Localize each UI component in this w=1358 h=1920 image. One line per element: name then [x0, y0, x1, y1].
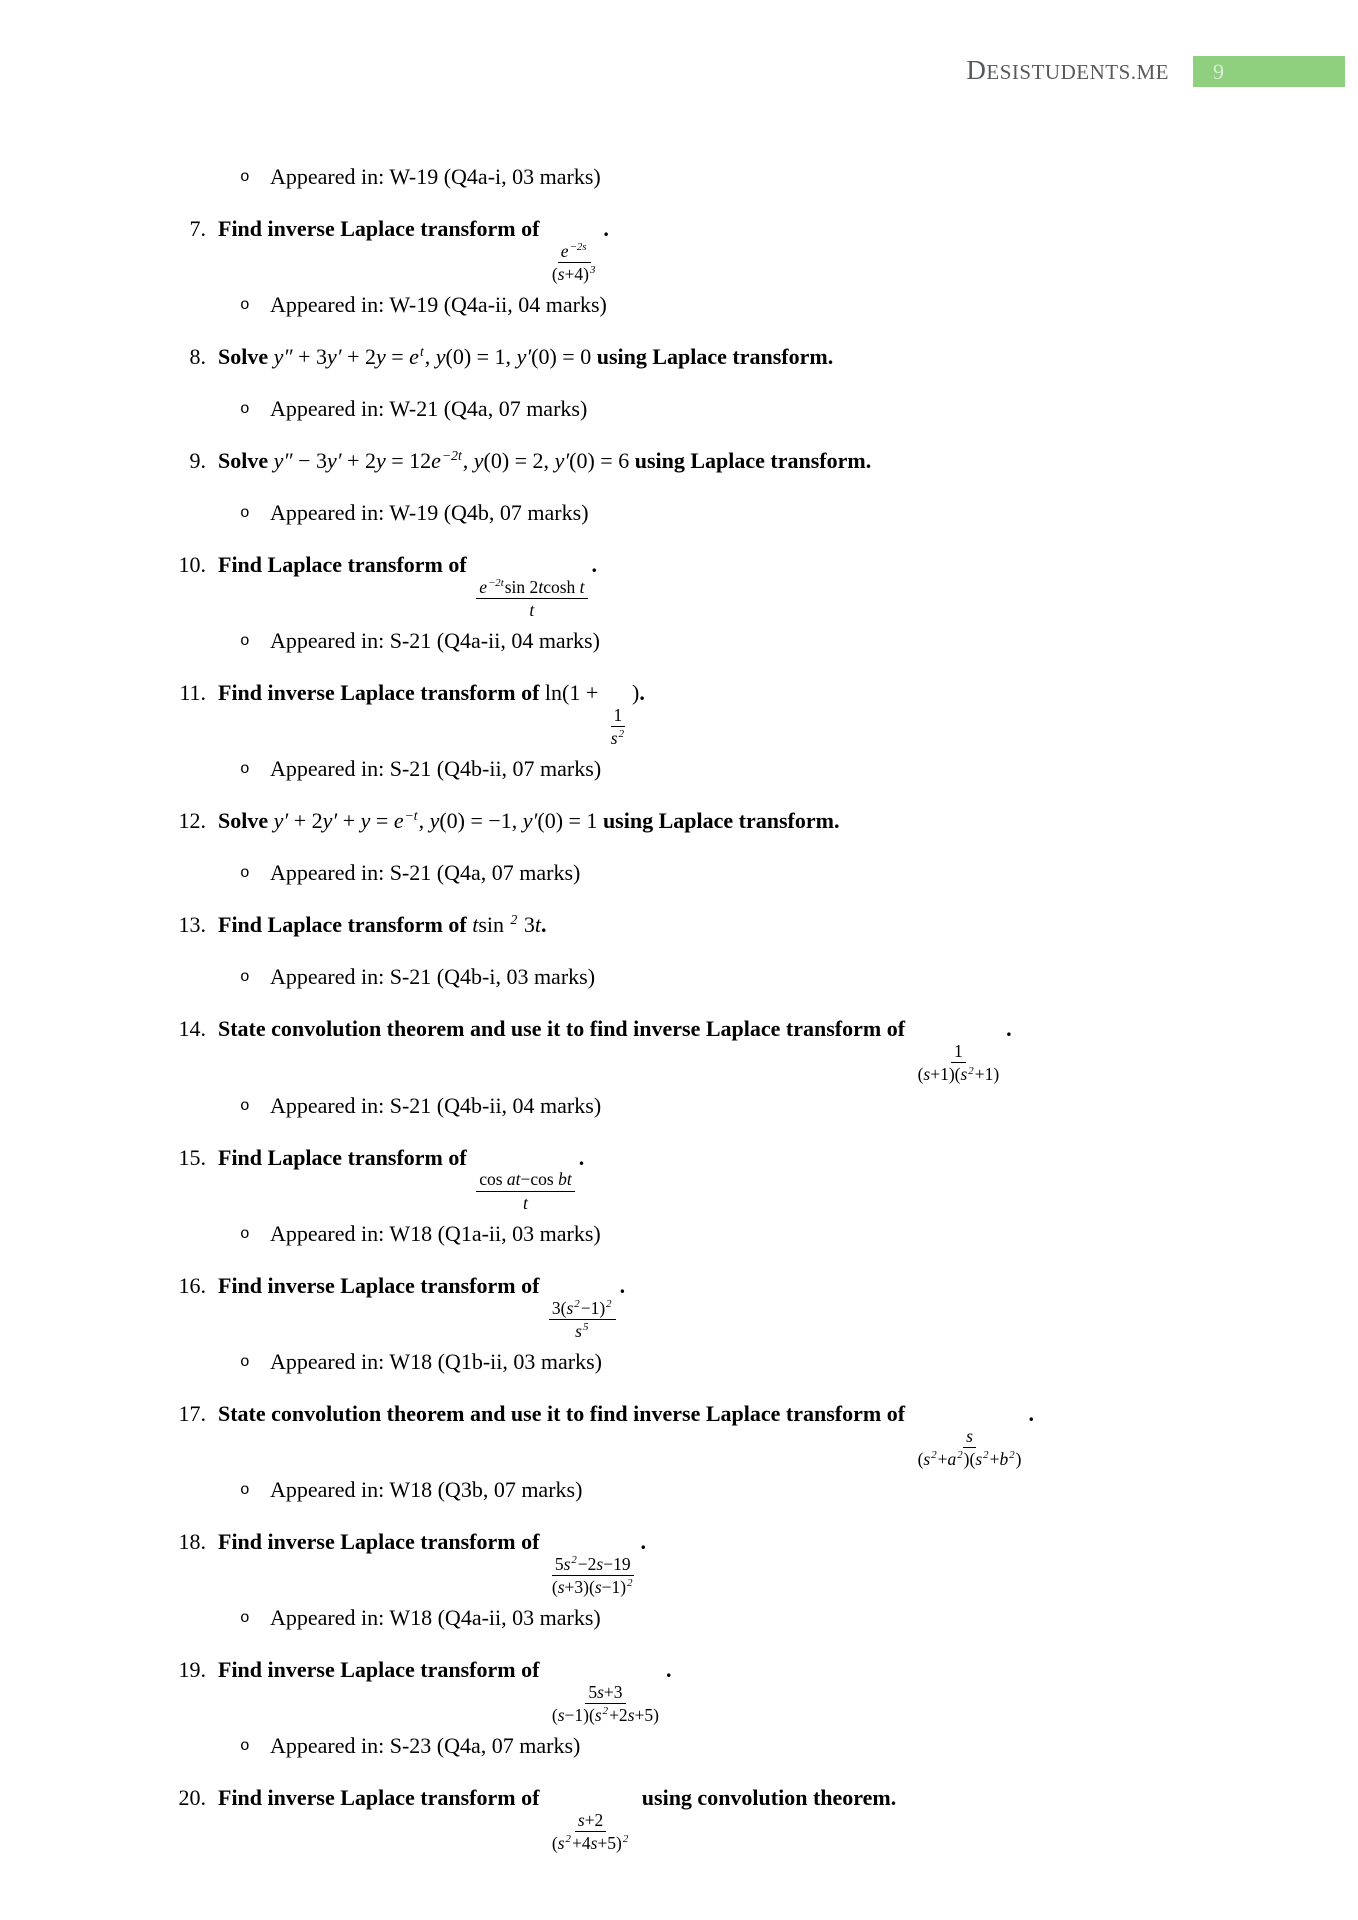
math-text: +5)	[634, 1705, 659, 1726]
superscript: 2	[602, 1705, 609, 1718]
fraction	[608, 705, 628, 748]
appeared-note	[160, 290, 1318, 320]
fraction	[549, 241, 600, 284]
math-text: )	[632, 680, 640, 706]
math-text: 5	[588, 1682, 598, 1703]
math-text: (	[551, 1833, 558, 1854]
math-text: y′	[326, 448, 342, 474]
question-text: .	[640, 1528, 647, 1554]
math-text: at	[506, 1169, 521, 1190]
math-text: y	[429, 808, 440, 834]
math-text: y′	[516, 344, 532, 370]
question-body	[218, 1783, 896, 1853]
question-text: State convolution theorem and use it to find inverse Laplace transform of	[218, 1016, 911, 1042]
appeared-text: Appeared in: W18 (Q1b-ii, 03 marks)	[270, 1348, 602, 1374]
question-text: .	[619, 1272, 626, 1298]
question-item	[160, 1014, 1318, 1084]
question-number: 12.	[178, 808, 206, 834]
math-text: e	[479, 577, 487, 598]
question-item	[160, 1655, 1318, 1725]
page-number: 9	[1213, 59, 1224, 84]
math-text: s	[594, 1705, 602, 1726]
question-item	[160, 806, 1318, 836]
appeared-note	[160, 1475, 1318, 1505]
superscript: 2	[618, 728, 624, 741]
question-text: Find inverse Laplace transform of	[218, 1785, 545, 1811]
math-text: cos	[479, 1169, 507, 1190]
appeared-text: Appeared in: S-21 (Q4b-ii, 07 marks)	[270, 756, 602, 782]
fraction-numerator	[585, 1682, 625, 1704]
superscript: 2	[565, 1833, 571, 1846]
math-text: 3(	[551, 1297, 567, 1318]
superscript: 2	[957, 1449, 963, 1462]
math-text: +	[337, 808, 361, 834]
math-text: +	[989, 1448, 1000, 1469]
fraction	[915, 1426, 1025, 1469]
superscript: 2	[983, 1449, 989, 1462]
superscript: 3	[590, 264, 596, 277]
math-text: 5	[554, 1553, 564, 1574]
math-text: y″	[273, 344, 293, 370]
question-text: Find inverse Laplace transform of	[218, 216, 545, 241]
appeared-note	[160, 962, 1318, 992]
appeared-note	[160, 754, 1318, 784]
math-text: s	[923, 1448, 931, 1469]
math-text: s	[923, 1064, 931, 1085]
appeared-note	[160, 1219, 1318, 1249]
appeared-text: Appeared in: S-23 (Q4a, 07 marks)	[270, 1733, 581, 1759]
math-text: s	[557, 1577, 565, 1597]
math-text: t	[472, 912, 479, 938]
circle-bullet-icon: o	[240, 1480, 250, 1499]
appeared-note	[160, 1091, 1318, 1121]
question-body	[218, 806, 839, 836]
question-item	[160, 214, 1318, 284]
circle-bullet-icon: o	[240, 760, 250, 779]
superscript: 2	[968, 1064, 974, 1077]
superscript: −2t	[441, 447, 462, 463]
fraction-numerator	[558, 241, 591, 263]
question-text: using Laplace transform.	[629, 448, 872, 474]
question-number: 13.	[178, 912, 206, 938]
math-text: +1)(	[930, 1064, 961, 1085]
math-text: (0) = 6	[569, 448, 630, 474]
question-text: State convolution theorem and use it to find inverse Laplace transform of	[218, 1400, 911, 1426]
math-text: 1	[613, 705, 623, 726]
math-text: y	[473, 448, 484, 474]
appeared-note	[160, 162, 1318, 192]
question-item	[160, 342, 1318, 372]
math-text: s	[594, 1577, 602, 1597]
question-item	[160, 550, 1318, 620]
math-text: (	[551, 1705, 558, 1726]
question-text: using convolution theorem.	[636, 1785, 897, 1811]
math-text: + 2	[288, 808, 323, 834]
math-text: s	[557, 264, 565, 285]
superscript: t	[419, 343, 424, 359]
circle-bullet-icon: o	[240, 1609, 250, 1628]
circle-bullet-icon: o	[240, 1737, 250, 1756]
fraction-denominator	[549, 1576, 637, 1597]
math-text: e	[560, 240, 569, 261]
question-body	[218, 910, 546, 940]
fraction-denominator	[915, 1448, 1025, 1469]
math-text: ln(1 +	[544, 680, 604, 706]
fraction-numerator	[476, 1169, 575, 1191]
question-number: 19.	[178, 1657, 206, 1683]
question-number: 20.	[178, 1785, 206, 1811]
question-text: Find inverse Laplace transform of	[218, 1657, 545, 1683]
appeared-text: Appeared in: W18 (Q3b, 07 marks)	[270, 1476, 583, 1502]
math-text: s	[596, 1553, 604, 1574]
math-text: y′	[322, 808, 338, 834]
math-text: bt	[558, 1169, 572, 1190]
question-number: 9.	[189, 448, 206, 474]
fraction	[549, 1810, 632, 1853]
fraction-numerator	[611, 705, 626, 727]
appeared-note	[160, 858, 1318, 888]
math-text: +5)	[597, 1833, 622, 1854]
math-text: t	[523, 1192, 528, 1213]
question-number: 17.	[178, 1400, 206, 1426]
question-text: Find Laplace transform of	[218, 552, 473, 578]
question-item	[160, 678, 1318, 748]
math-text: + 2	[341, 344, 376, 370]
math-text: ,	[462, 448, 474, 474]
superscript: 2	[606, 1297, 612, 1310]
appeared-note	[160, 1347, 1318, 1377]
circle-bullet-icon: o	[240, 864, 250, 883]
circle-bullet-icon: o	[240, 1352, 250, 1371]
question-body	[218, 1655, 671, 1725]
math-text: +2	[584, 1810, 604, 1831]
fraction	[476, 1169, 575, 1212]
circle-bullet-icon: o	[240, 1224, 250, 1243]
appeared-note	[160, 1603, 1318, 1633]
question-number: 14.	[178, 1016, 206, 1042]
math-text: t	[538, 577, 544, 598]
math-text: 3	[518, 912, 535, 938]
math-text: s	[557, 1705, 565, 1726]
question-item	[160, 910, 1318, 940]
fraction-denominator	[608, 727, 628, 748]
fraction	[549, 1298, 616, 1341]
math-text: s	[960, 1064, 968, 1085]
question-text: Solve	[218, 344, 274, 370]
math-text: y′	[326, 344, 342, 370]
question-text: Find inverse Laplace transform of	[218, 1528, 545, 1554]
math-text: )(	[963, 1448, 976, 1469]
question-item	[160, 1271, 1318, 1341]
math-text: +3	[603, 1682, 623, 1703]
fraction	[476, 577, 587, 620]
circle-bullet-icon: o	[240, 632, 250, 651]
superscript: 2	[574, 1297, 580, 1310]
math-text: −2	[577, 1553, 597, 1574]
fraction-numerator	[575, 1810, 606, 1832]
math-text: s	[597, 1682, 604, 1703]
appeared-text: Appeared in: S-21 (Q4a-ii, 04 marks)	[270, 628, 600, 654]
math-text: +3)(	[564, 1577, 595, 1597]
math-text: s	[575, 1320, 582, 1341]
math-text: (	[551, 264, 558, 285]
math-text: +2	[609, 1705, 628, 1726]
math-text: +1)	[974, 1064, 1000, 1085]
math-text: − 3	[292, 448, 327, 474]
appeared-text: Appeared in: S-21 (Q4b-i, 03 marks)	[270, 964, 596, 990]
fraction-denominator	[572, 1320, 592, 1341]
math-text: s	[566, 1297, 574, 1318]
math-text: = 12	[385, 448, 432, 474]
math-text: a	[947, 1448, 957, 1469]
superscript: 2	[627, 1577, 633, 1590]
math-text: t	[579, 577, 585, 598]
math-text: −1)	[580, 1297, 606, 1318]
appeared-text: Appeared in: W18 (Q1a-ii, 03 marks)	[270, 1220, 601, 1246]
fraction-denominator	[915, 1063, 1003, 1084]
question-body	[218, 342, 833, 372]
question-text: Find Laplace transform of	[218, 1144, 473, 1170]
math-text: sin	[478, 912, 510, 938]
fraction-denominator	[549, 1832, 632, 1853]
math-text: ,	[418, 808, 430, 834]
math-text: y′	[522, 808, 538, 834]
question-number: 10.	[178, 552, 206, 578]
math-text: s	[610, 728, 618, 749]
circle-bullet-icon: o	[240, 296, 250, 315]
fraction-numerator	[552, 1554, 634, 1576]
question-number: 7.	[189, 216, 206, 241]
math-text: s	[966, 1425, 973, 1446]
superscript: −2s	[569, 241, 587, 254]
question-text: Find Laplace transform of	[218, 912, 473, 938]
math-text: (	[551, 1577, 558, 1597]
superscript: −t	[404, 808, 418, 824]
question-item	[160, 1783, 1318, 1853]
fraction-denominator	[549, 263, 600, 284]
superscript: 2	[571, 1554, 577, 1567]
math-text: +4)	[564, 264, 589, 285]
appeared-note	[160, 626, 1318, 656]
question-item	[160, 1143, 1318, 1213]
math-text: + 3	[292, 344, 327, 370]
math-text: (0) = 1	[537, 808, 598, 834]
site-name: DESISTUDENTS.ME	[966, 55, 1169, 85]
math-text: y	[375, 344, 386, 370]
question-text: Solve	[218, 448, 274, 474]
page-number-badge	[1193, 56, 1345, 87]
math-text: =	[370, 808, 394, 834]
question-text: .	[591, 552, 598, 578]
fraction-numerator	[476, 577, 587, 599]
math-text: s	[975, 1448, 983, 1469]
question-body	[218, 1143, 584, 1213]
math-text: (0) = 1,	[445, 344, 517, 370]
appeared-note	[160, 394, 1318, 424]
fraction	[549, 1554, 637, 1597]
question-body	[218, 1527, 646, 1597]
math-text: )	[1015, 1448, 1022, 1469]
question-text: using Laplace transform.	[591, 344, 834, 370]
fraction-denominator	[520, 1192, 531, 1213]
math-text: t	[529, 600, 535, 621]
fraction-numerator	[951, 1041, 966, 1063]
superscript: 2	[622, 1833, 629, 1846]
math-text: −19	[603, 1553, 631, 1574]
circle-bullet-icon: o	[240, 1096, 250, 1115]
superscript: 2	[1009, 1449, 1015, 1462]
math-text: y	[360, 808, 371, 834]
question-text: .	[578, 1144, 585, 1170]
question-body	[218, 1271, 625, 1341]
question-body	[218, 1014, 1012, 1084]
math-text: 1	[953, 1041, 963, 1062]
appeared-text: Appeared in: W-19 (Q4b, 07 marks)	[270, 500, 589, 526]
math-text: + 2	[341, 448, 376, 474]
math-text: −cos	[520, 1169, 559, 1190]
math-text: y″	[273, 448, 293, 474]
question-text: Solve	[218, 808, 274, 834]
math-text: s	[590, 1833, 598, 1854]
question-text: .	[1028, 1400, 1034, 1426]
question-item	[160, 446, 1318, 476]
math-text: e	[393, 808, 404, 834]
fraction-denominator	[526, 599, 537, 620]
appeared-note	[160, 498, 1318, 528]
math-text: −1)(	[564, 1705, 595, 1726]
fraction-denominator	[549, 1704, 662, 1725]
math-text: sin 2	[504, 577, 539, 598]
math-text: e	[409, 344, 419, 370]
appeared-text: Appeared in: S-21 (Q4b-ii, 04 marks)	[270, 1092, 602, 1118]
question-body	[218, 1399, 1034, 1469]
circle-bullet-icon: o	[240, 968, 250, 987]
question-text: Find inverse Laplace transform of	[218, 1272, 545, 1298]
math-text: s	[557, 1833, 565, 1854]
circle-bullet-icon: o	[240, 400, 250, 419]
math-text: y	[375, 448, 386, 474]
appeared-text: Appeared in: W18 (Q4a-ii, 03 marks)	[270, 1605, 601, 1631]
math-text: e	[431, 448, 441, 474]
question-text: .	[1006, 1016, 1012, 1042]
math-text: (	[917, 1064, 924, 1085]
circle-bullet-icon: o	[240, 504, 250, 523]
question-number: 16.	[178, 1272, 206, 1298]
question-number: 15.	[178, 1144, 206, 1170]
superscript: 5	[582, 1320, 589, 1333]
question-body	[218, 214, 609, 284]
math-text: s	[627, 1705, 635, 1726]
page-header	[0, 0, 1358, 88]
math-text: s	[563, 1553, 571, 1574]
fraction	[915, 1041, 1003, 1084]
question-text: .	[540, 912, 547, 938]
question-body	[218, 678, 645, 748]
superscript: 2	[510, 912, 518, 928]
math-text: y′	[554, 448, 570, 474]
question-text: .	[639, 680, 645, 706]
math-text: −1)	[601, 1577, 627, 1597]
question-list	[0, 162, 1358, 1853]
math-text: cosh	[543, 577, 580, 598]
circle-bullet-icon: o	[240, 168, 250, 186]
question-number: 18.	[178, 1528, 206, 1554]
math-text: +4	[571, 1833, 591, 1854]
question-item	[160, 1527, 1318, 1597]
math-text: y′	[273, 808, 289, 834]
question-text: .	[603, 216, 609, 241]
math-text: +	[937, 1448, 948, 1469]
appeared-text: Appeared in: S-21 (Q4a, 07 marks)	[270, 860, 581, 886]
math-text: y	[435, 344, 446, 370]
math-text: =	[385, 344, 410, 370]
math-text: (0) = 2,	[483, 448, 555, 474]
appeared-text: Appeared in: W-19 (Q4a-ii, 04 marks)	[270, 292, 607, 318]
question-body	[218, 550, 597, 620]
appeared-text: Appeared in: W-19 (Q4a-i, 03 marks)	[270, 164, 601, 189]
superscript: 2	[931, 1449, 937, 1462]
fraction-numerator	[549, 1298, 616, 1320]
question-item	[160, 1399, 1318, 1469]
question-number: 8.	[189, 344, 206, 370]
fraction-numerator	[963, 1426, 976, 1448]
fraction	[549, 1682, 662, 1725]
superscript: −2t	[487, 577, 504, 590]
appeared-note	[160, 1731, 1318, 1761]
math-text: b	[999, 1448, 1009, 1469]
question-text: using Laplace transform.	[597, 808, 840, 834]
question-body	[218, 446, 871, 476]
question-number: 11.	[179, 680, 206, 706]
math-text: t	[534, 912, 541, 938]
math-text: s	[577, 1810, 585, 1831]
question-text: Find inverse Laplace transform of	[218, 680, 545, 706]
math-text: (0) = −1,	[439, 808, 523, 834]
appeared-text: Appeared in: W-21 (Q4a, 07 marks)	[270, 396, 588, 422]
math-text: ,	[424, 344, 436, 370]
question-text: .	[665, 1657, 672, 1683]
math-text: (	[917, 1448, 924, 1469]
math-text: (0) = 0	[531, 344, 592, 370]
